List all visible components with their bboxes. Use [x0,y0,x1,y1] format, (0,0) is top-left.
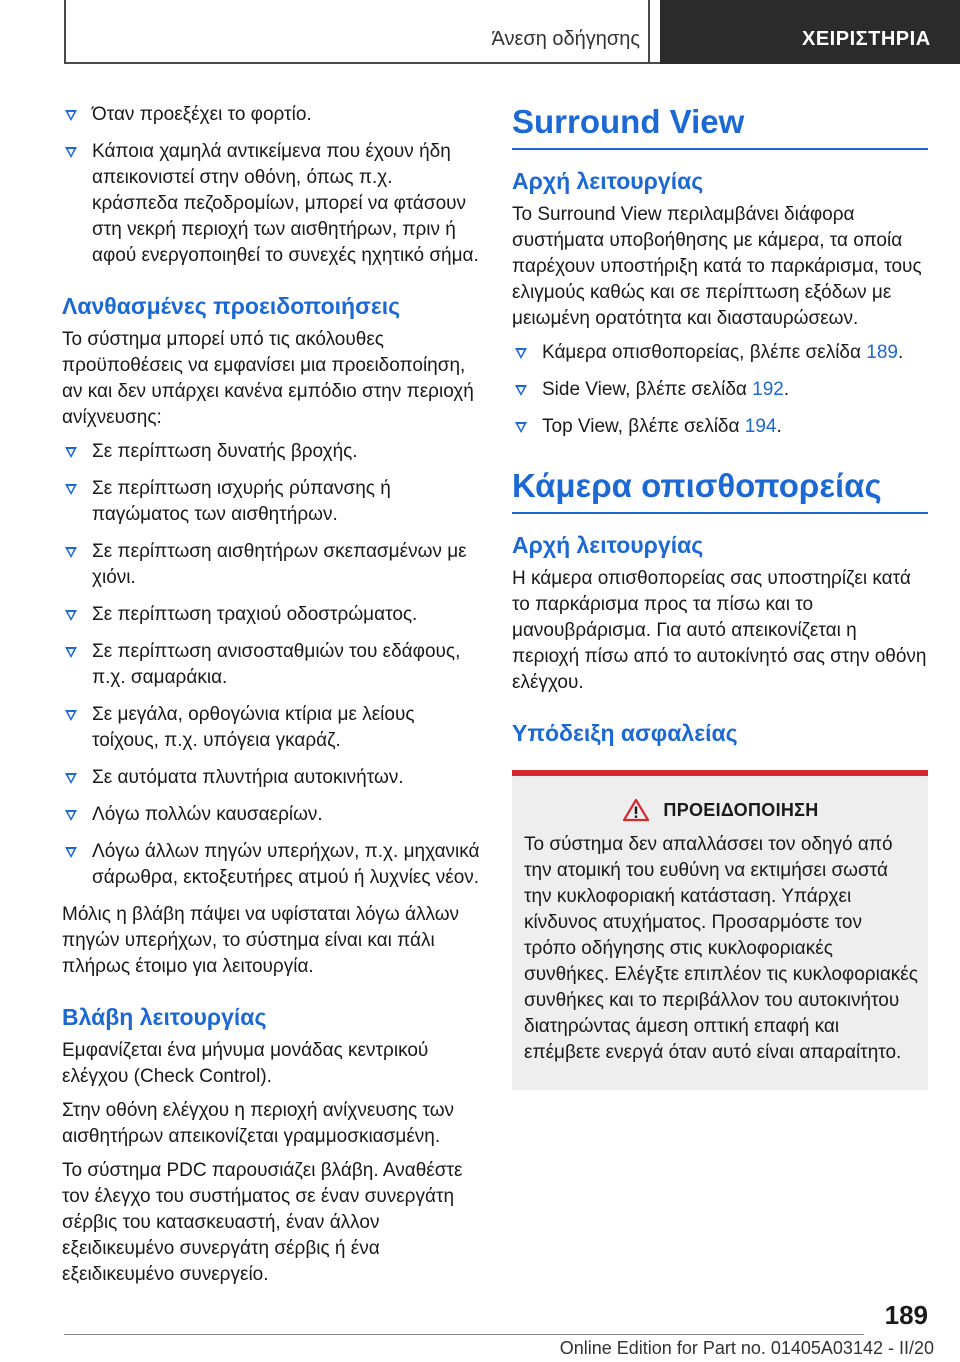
rear-camera-title: Κάμερα οπισθοπορείας [512,466,928,514]
list-item: Σε περίπτωση αισθητήρων σκεπασμένων με χιόνι. [62,539,480,591]
header-chapter-tab [660,0,960,64]
malfunction-heading: Βλάβη λειτουργίας [62,1004,267,1030]
bullet-triangle-icon [515,385,527,396]
rear-camera-principle-text: Η κάμερα οπισθοπορείας σας υποστηρίζει κατά το παρκάρισμα προς τα πίσω και το μανουβράρισμα. Για αυτό απεικονίζεται η περιοχή πίσω από το αυτοκίνητό σας στην οθόνη ελέγχου. [512,568,927,693]
warning-header [524,798,918,822]
bullet-triangle-icon [65,110,77,121]
list-item: Top View, βλέπε σελίδα 194. [512,414,928,440]
false-warnings-list [62,439,480,891]
page-link-192[interactable]: 192 [752,379,784,400]
list-item: Side View, βλέπε σελίδα 192. [512,377,928,403]
header-rule-mid [648,0,650,64]
surround-principle-text: Το Surround View περιλαμβάνει διάφορα συστήματα υποβοήθησης με κάμερα, τα οποία παρέχουν υποστήριξη κατά το παρκάρισμα, τους ελιγμούς καθώς και σε περίπτωση εξόδων με μειωμένη ορατότητα και διασταυρώσεων. [512,204,922,329]
header-rule-left [64,0,66,64]
sensor-limits-list [62,102,480,269]
bullet-triangle-icon [65,847,77,858]
footer-rule [64,1334,864,1335]
bullet-triangle-icon [65,547,77,558]
list-item: Σε περίπτωση δυνατής βροχής. [62,439,480,465]
list-item: Λόγω πολλών καυσαερίων. [62,802,480,828]
list-item: Σε αυτόματα πλυντήρια αυτοκινήτων. [62,765,480,791]
bullet-triangle-icon [65,447,77,458]
list-item: Κάποια χαμηλά αντικείμενα που έχουν ήδη απεικονιστεί στην οθόνη, όπως π.χ. κράσπεδα πεζοδρομίων, μπορεί να φτάσουν στη νεκρή περιοχή των αισθητήρων, πριν ή αφού ενεργοποιηθεί το συνεχές ηχητικό σήμα. [62,139,480,269]
safety-note-heading: Υπόδειξη ασφαλείας [512,720,738,746]
malfunction-paragraph: Το σύστημα PDC παρουσιάζει βλάβη. Αναθέστε τον έλεγχο του συστήματος σε έναν συνεργάτη σέρβις του κατασκευαστή, έναν άλλον εξειδικευμένο συνεργάτη σέρβις ή ένα εξειδικευμένο συνεργείο. [62,1160,463,1285]
bullet-triangle-icon [65,810,77,821]
false-warnings-intro: Το σύστημα μπορεί υπό τις ακόλουθες προϋποθέσεις να εμφανίσει μια προειδοποίηση, αν και δεν υπάρχει κανένα εμπόδιο στην περιοχή ανίχνευσης: [62,329,474,428]
bullet-triangle-icon [65,147,77,158]
page-link-189[interactable]: 189 [866,342,898,363]
surround-view-title: Surround View [512,102,928,150]
list-item: Σε περίπτωση ισχυρής ρύπανσης ή παγώματος των αισθητήρων. [62,476,480,528]
bullet-triangle-icon [65,710,77,721]
bullet-triangle-icon [515,348,527,359]
bullet-triangle-icon [65,484,77,495]
warning-triangle-icon [623,798,649,822]
surround-principle-heading: Αρχή λειτουργίας [512,168,704,194]
false-warnings-outro: Μόλις η βλάβη πάψει να υφίσταται λόγω άλλων πηγών υπερήχων, το σύστημα είναι και πάλι πλήρως έτοιμο για λειτουργία. [62,904,460,977]
bullet-triangle-icon [65,647,77,658]
header-rule-bottom [64,62,660,64]
list-item: Κάμερα οπισθοπορείας, βλέπε σελίδα 189. [512,340,928,366]
bullet-triangle-icon [65,773,77,784]
warning-text: Το σύστημα δεν απαλλάσσει τον οδηγό από την ατομική του ευθύνη να εκτιμήσει σωστά την κυκλοφοριακή κατάσταση. Υπάρχει κίνδυνος ατυχήματος. Προσαρμόστε τον τρόπο οδήγησης στις κυκλοφοριακές συνθήκες. Ελέγξτε επιπλέον τις κυκλοφοριακές συνθήκες και το περιβάλλον του αυτοκινήτου διατηρώντας άμεση οπτική επαφή και επέμβετε ενεργά όταν αυτό είναι απαραίτητο. [524,834,918,1063]
page-link-194[interactable]: 194 [744,416,777,437]
warning-box [512,770,928,1090]
header-section-title: Άνεση οδήγησης [491,28,640,50]
surround-links-list [512,340,928,440]
header-chapter-label: ΧΕΙΡΙΣΤΗΡΙΑ [802,28,931,50]
list-item: Σε περίπτωση ανισοσταθμιών του εδάφους, π.χ. σαμαράκια. [62,639,480,691]
list-item: Λόγω άλλων πηγών υπερήχων, π.χ. μηχανικά σάρωθρα, εκτοξευτήρες ατμού ή λυχνίες νέον. [62,839,480,891]
rear-camera-principle-heading: Αρχή λειτουργίας [512,532,704,558]
malfunction-paragraph: Στην οθόνη ελέγχου η περιοχή ανίχνευσης των αισθητήρων απεικονίζεται γραμμοσκιασμένη. [62,1100,455,1147]
page-number: 189 [884,1300,928,1330]
right-column [512,102,928,1090]
list-item: Σε περίπτωση τραχιού οδοστρώματος. [62,602,480,628]
bullet-triangle-icon [515,422,527,433]
list-item: Όταν προεξέχει το φορτίο. [62,102,480,128]
list-item: Σε μεγάλα, ορθογώνια κτίρια με λείους τοίχους, π.χ. υπόγεια γκαράζ. [62,702,480,754]
left-column [62,102,480,1296]
malfunction-paragraph: Εμφανίζεται ένα μήνυμα μονάδας κεντρικού ελέγχου (Check Control). [62,1040,429,1087]
footer-edition-text: Online Edition for Part no. 01405A03142 - II/20 [559,1338,934,1358]
warning-title: ΠΡΟΕΙΔΟΠΟΙΗΣΗ [663,799,819,820]
false-warnings-heading: Λανθασμένες προειδοποιήσεις [62,293,401,319]
bullet-triangle-icon [65,610,77,621]
